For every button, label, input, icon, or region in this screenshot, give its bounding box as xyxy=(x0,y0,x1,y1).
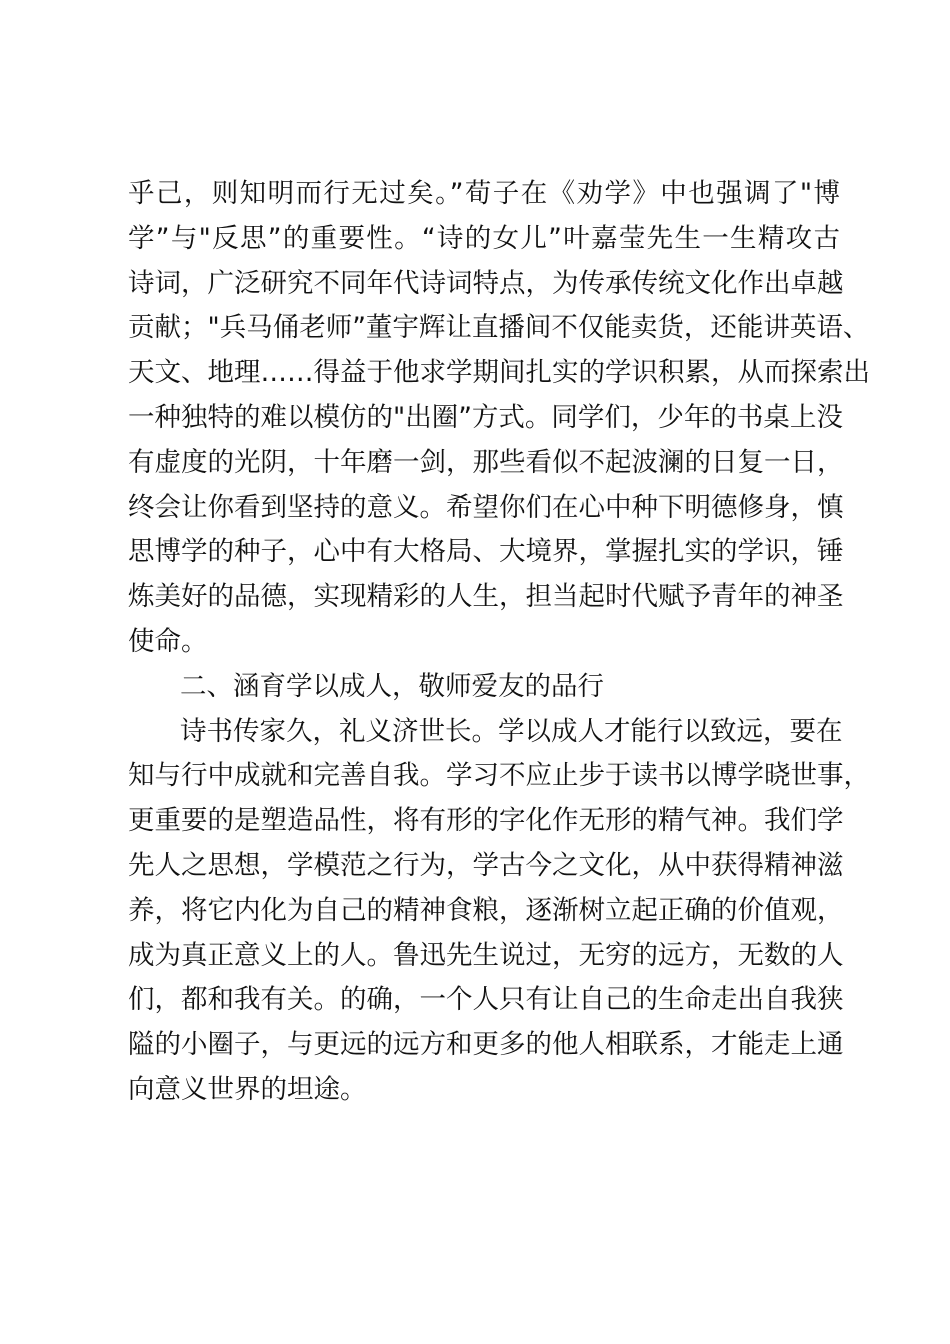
text-line: 终会让你看到坚持的意义。希望你们在心中种下明德修身，慎 xyxy=(128,491,844,523)
text-line: 一种独特的难以模仿的"出圈”方式。同学们，少年的书桌上没 xyxy=(128,401,843,433)
text-line: 诗词，广泛研究不同年代诗词特点，为传承传统文化作出卓越 xyxy=(128,267,844,299)
text-line: 思博学的种子，心中有大格局、大境界，掌握扎实的学识，锤 xyxy=(128,536,844,568)
paragraph-2 xyxy=(128,710,870,1113)
text-line: 成为真正意义上的人。鲁迅先生说过，无穷的远方，无数的人 xyxy=(128,939,844,971)
text-line: 学”与"反思”的重要性。“诗的女儿”叶嘉莹先生一生精攻古 xyxy=(128,222,840,254)
text-line: 更重要的是塑造品性，将有形的字化作无形的精气神。我们学 xyxy=(128,805,844,837)
body-text xyxy=(128,172,870,1113)
text-line: 们，都和我有关。的确，一个人只有让自己的生命走出自我狭 xyxy=(128,984,844,1016)
text-line: 天文、地理……得益于他求学期间扎实的学识积累，从而探索出 xyxy=(128,357,870,389)
text-line: 向意义世界的坦途。 xyxy=(128,1073,367,1105)
text-line: 隘的小圈子，与更远的远方和更多的他人相联系，才能走上通 xyxy=(128,1029,844,1061)
text-line: 贡献；"兵马俑老师”董宇辉让直播间不仅能卖货，还能讲英语、 xyxy=(128,312,870,344)
text-line: 有虚度的光阴，十年磨一剑，那些看似不起波澜的日复一日， xyxy=(128,446,844,478)
section-heading: 二、涵育学以成人，敬师爱友的品行 xyxy=(180,670,604,702)
text-line: 乎己，则知明而行无过矣。”荀子在《劝学》中也强调了"博 xyxy=(128,178,840,209)
text-line: 诗书传家久，礼义济世长。学以成人才能行以致远，要在 xyxy=(180,715,843,747)
text-line: 先人之思想，学模范之行为，学古今之文化，从中获得精神滋 xyxy=(128,849,844,881)
paragraph-1 xyxy=(128,172,870,665)
text-line: 使命。 xyxy=(128,625,208,657)
text-line: 养，将它内化为自己的精神食粮，逐渐树立起正确的价值观， xyxy=(128,894,844,926)
text-line: 炼美好的品德，实现精彩的人生，担当起时代赋予青年的神圣 xyxy=(128,581,844,613)
text-line: 知与行中成就和完善自我。学习不应止步于读书以博学晓世事， xyxy=(128,760,870,792)
